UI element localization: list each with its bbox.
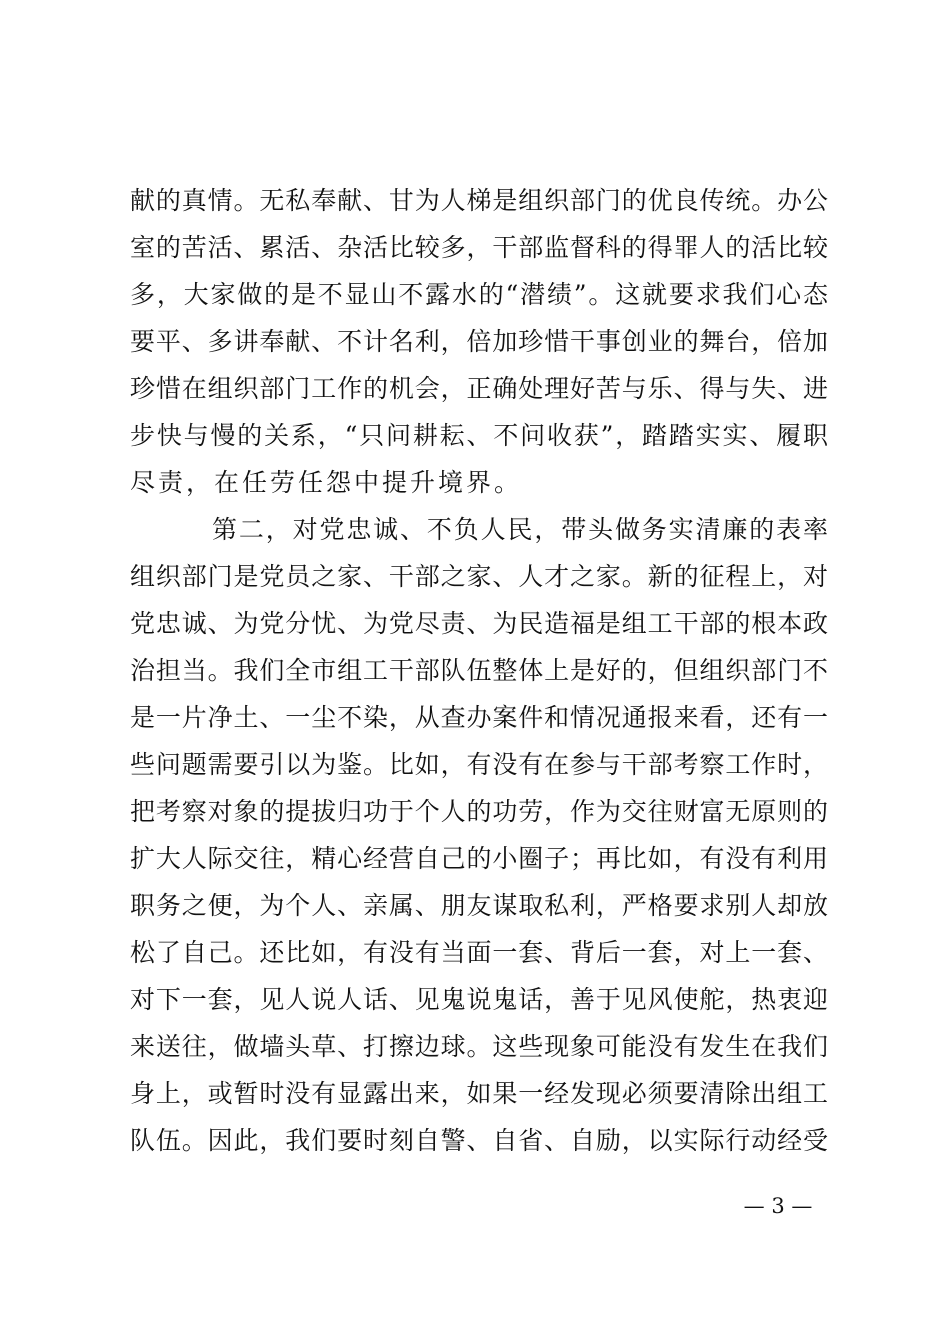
text-line: 把考察对象的提拔归功于个人的功劳，作为交往财富无原则的 <box>130 797 828 826</box>
text-line: 治担当。我们全市组工干部队伍整体上是好的，但组织部门不 <box>130 656 828 685</box>
text-line: 队伍。因此，我们要时刻自警、自省、自励，以实际行动经受 <box>130 1126 828 1155</box>
text-line: 对下一套，见人说人话、见鬼说鬼话，善于见风使舵，热衷迎 <box>130 985 828 1014</box>
text-line: 室的苦活、累活、杂活比较多，干部监督科的得罪人的活比较 <box>130 233 828 262</box>
text-line: 来送往，做墙头草、打擦边球。这些现象可能没有发生在我们 <box>130 1032 828 1061</box>
section-heading-line: 第二，对党忠诚、不负人民，带头做务实清廉的表率 <box>212 515 828 544</box>
page-number: — 3 — <box>743 1194 813 1218</box>
text-line: 要平、多讲奉献、不计名利，倍加珍惜干事创业的舞台，倍加 <box>130 327 828 356</box>
text-line: 尽责，在任劳任怨中提升境界。 <box>130 468 523 497</box>
text-line: 多，大家做的是不显山不露水的“潜绩”。这就要求我们心态 <box>130 280 828 309</box>
text-line: 职务之便，为个人、亲属、朋友谋取私利，严格要求别人却放 <box>130 891 828 920</box>
text-line: 献的真情。无私奉献、甘为人梯是组织部门的优良传统。办公 <box>130 186 828 215</box>
text-line: 些问题需要引以为鉴。比如，有没有在参与干部考察工作时， <box>130 750 828 779</box>
text-line: 扩大人际交往，精心经营自己的小圈子；再比如，有没有利用 <box>130 844 828 873</box>
text-line: 党忠诚、为党分忧、为党尽责、为民造福是组工干部的根本政 <box>130 609 828 638</box>
text-line: 珍惜在组织部门工作的机会，正确处理好苦与乐、得与失、进 <box>130 374 828 403</box>
text-line: 身上，或暂时没有显露出来，如果一经发现必须要清除出组工 <box>130 1079 828 1108</box>
text-line: 步快与慢的关系，“只问耕耘、不问收获”，踏踏实实、履职 <box>130 421 828 450</box>
text-line: 松了自己。还比如，有没有当面一套、背后一套，对上一套、 <box>130 938 828 967</box>
text-line: 组织部门是党员之家、干部之家、人才之家。新的征程上，对 <box>130 562 828 591</box>
text-line: 是一片净土、一尘不染，从查办案件和情况通报来看，还有一 <box>130 703 828 732</box>
